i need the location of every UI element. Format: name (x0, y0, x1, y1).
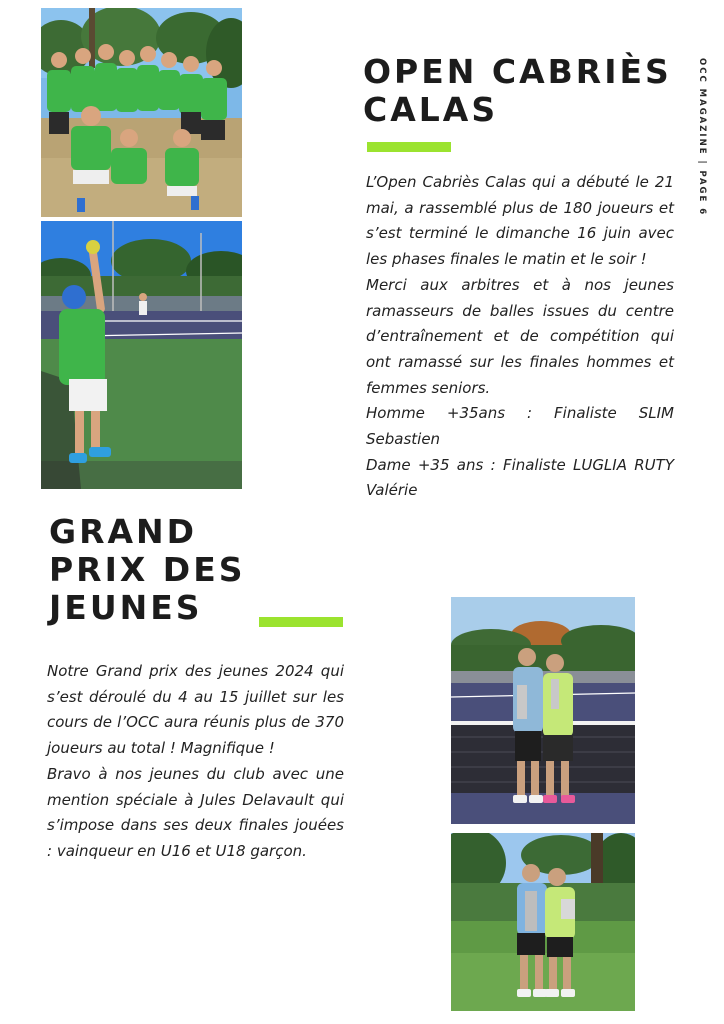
open-paragraph-4: Dame +35 ans : Finaliste LUGLIA RUTY Valérie (366, 455, 674, 500)
open-paragraph-2: Merci aux arbitres et à nos jeunes ramasseurs de balles issues du centre d’entraînement et de compétition qui ont ramassé sur les finales hommes et femmes seniors. (366, 275, 674, 397)
grand-prix-section-text (47, 659, 344, 865)
open-section-title (363, 53, 693, 129)
open-paragraph-1: L’Open Cabriès Calas qui a débuté le 21 mai, a rassemblé plus de 180 joueurs et s’est terminé le dimanche 16 juin avec les phases finales le matin et le soir ! (366, 173, 674, 269)
open-paragraph-3: Homme +35ans : Finaliste SLIM Sebastien (366, 404, 674, 449)
photo-ball-kids-team (41, 8, 242, 217)
photo-ball-kid-court (41, 221, 242, 489)
grand-title-line-3: JEUNES (49, 587, 203, 627)
grand-paragraph-2: Bravo à nos jeunes du club avec une mention spéciale à Jules Delavault qui s’impose dans ses deux finales jouées : vainqueur en U16 et U18 garçon. (47, 764, 344, 860)
open-title-line-2: CALAS (363, 89, 499, 129)
grand-paragraph-1: Notre Grand prix des jeunes 2024 qui s’est déroulé du 4 au 15 juillet sur les cours de l’OCC aura réunis plus de 370 joueurs au total ! Magnifique ! (47, 662, 344, 758)
magazine-page-label: OCC MAGAZINE | PAGE 6 (697, 58, 707, 217)
photo-winners-trophies-park (451, 833, 635, 1011)
open-section-text (366, 170, 674, 504)
grand-title-line-2: PRIX DES (49, 549, 246, 589)
open-accent-bar (367, 142, 451, 152)
grand-prix-accent-bar (259, 617, 343, 627)
photo-winners-trophies-court (451, 597, 635, 824)
grand-prix-section-title (49, 513, 289, 627)
open-title-line-1: OPEN CABRIÈS (363, 52, 672, 91)
grand-title-line-1: GRAND (49, 512, 198, 551)
